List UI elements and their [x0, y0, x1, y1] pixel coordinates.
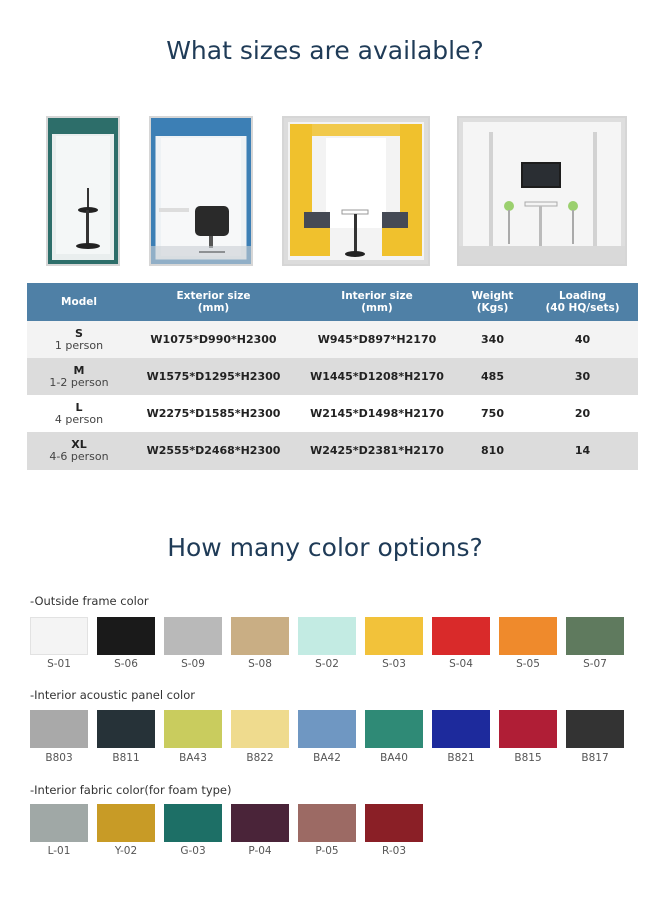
cell-exterior: W1575*D1295*H2300 — [146, 370, 281, 383]
cell-weight: 810 — [481, 444, 504, 457]
cell-interior: W2145*D1498*H2170 — [310, 407, 444, 420]
color-code-label: B811 — [112, 752, 140, 764]
color-code-label: Y-02 — [114, 845, 138, 857]
cell-model: M 1-2 person — [49, 363, 109, 389]
color-code-label: S-03 — [382, 658, 406, 670]
color-swatch-r-03 — [365, 804, 423, 842]
color-code-label: R-03 — [381, 845, 407, 857]
color-code-label: B821 — [447, 752, 475, 764]
table-row — [27, 432, 638, 470]
cell-loading: 30 — [574, 370, 591, 383]
color-swatch-ba43 — [164, 710, 222, 748]
sizes-title: What sizes are available? — [166, 36, 484, 65]
color-swatch-s-02 — [298, 617, 356, 655]
frame-color-heading: -Outside frame color — [30, 594, 149, 608]
header-loading: Loading (40 HQ/sets) — [545, 290, 620, 314]
cell-model: L 4 person — [54, 400, 104, 426]
cell-weight: 340 — [481, 333, 504, 346]
cell-loading: 40 — [574, 333, 591, 346]
color-swatch-b811 — [97, 710, 155, 748]
color-code-label: BA43 — [179, 752, 207, 764]
cell-exterior: W1075*D990*H2300 — [150, 333, 277, 346]
cell-loading: 14 — [574, 444, 591, 457]
color-swatch-ba42 — [298, 710, 356, 748]
color-code-label: P-04 — [248, 845, 272, 857]
color-swatch-b803 — [30, 710, 88, 748]
cell-model: XL 4-6 person — [49, 437, 109, 463]
table-row — [27, 395, 638, 432]
header-interior-size: Interior size (mm) — [341, 290, 413, 314]
color-code-label: P-05 — [315, 845, 339, 857]
color-code-label: BA40 — [380, 752, 408, 764]
color-swatch-s-06 — [97, 617, 155, 655]
booth-image-l — [282, 116, 430, 266]
panel-color-heading: -Interior acoustic panel color — [30, 688, 196, 702]
color-swatch-y-02 — [97, 804, 155, 842]
color-swatch-l-01 — [30, 804, 88, 842]
cell-interior: W2425*D2381*H2170 — [310, 444, 444, 457]
color-swatch-s-08 — [231, 617, 289, 655]
cell-interior: W1445*D1208*H2170 — [310, 370, 444, 383]
color-swatch-ba40 — [365, 710, 423, 748]
table-row — [27, 321, 638, 358]
color-code-label: S-04 — [449, 658, 473, 670]
color-code-label: S-06 — [114, 658, 138, 670]
color-swatch-s-07 — [566, 617, 624, 655]
booth-m-illustration — [151, 118, 251, 264]
cell-exterior: W2275*D1585*H2300 — [146, 407, 281, 420]
booth-image-s — [46, 116, 120, 266]
color-code-label: S-01 — [47, 658, 71, 670]
cell-loading: 20 — [574, 407, 591, 420]
color-swatch-b821 — [432, 710, 490, 748]
color-swatch-g-03 — [164, 804, 222, 842]
booth-image-xl — [457, 116, 627, 266]
header-exterior-size: Exterior size (mm) — [176, 290, 251, 314]
booth-l-illustration — [284, 118, 428, 264]
color-swatch-b822 — [231, 710, 289, 748]
color-code-label: S-05 — [516, 658, 540, 670]
color-code-label: B822 — [246, 752, 274, 764]
cell-exterior: W2555*D2468*H2300 — [146, 444, 281, 457]
cell-weight: 750 — [481, 407, 504, 420]
cell-weight: 485 — [481, 370, 504, 383]
color-code-label: BA42 — [313, 752, 341, 764]
color-swatch-p-05 — [298, 804, 356, 842]
color-code-label: B803 — [45, 752, 73, 764]
header-model: Model — [61, 296, 97, 308]
booth-xl-illustration — [459, 118, 625, 264]
color-code-label: S-09 — [181, 658, 205, 670]
color-swatch-s-05 — [499, 617, 557, 655]
color-code-label: L-01 — [47, 845, 71, 857]
color-swatch-s-03 — [365, 617, 423, 655]
color-code-label: B817 — [581, 752, 609, 764]
color-code-label: S-08 — [248, 658, 272, 670]
header-weight: Weight (Kgs) — [471, 290, 514, 314]
color-code-label: S-02 — [315, 658, 339, 670]
color-swatch-b815 — [499, 710, 557, 748]
color-code-label: S-07 — [583, 658, 607, 670]
size-table — [27, 283, 638, 470]
cell-model: S 1 person — [54, 326, 104, 352]
fabric-color-heading: -Interior fabric color(for foam type) — [30, 783, 232, 797]
color-code-label: G-03 — [180, 845, 206, 857]
colors-title: How many color options? — [167, 533, 483, 562]
color-code-label: B815 — [514, 752, 542, 764]
table-header — [27, 283, 638, 321]
booth-image-m — [149, 116, 253, 266]
color-swatch-p-04 — [231, 804, 289, 842]
cell-interior: W945*D897*H2170 — [317, 333, 437, 346]
color-swatch-s-01 — [30, 617, 88, 655]
color-swatch-s-04 — [432, 617, 490, 655]
color-swatch-b817 — [566, 710, 624, 748]
booth-s-illustration — [48, 118, 118, 264]
color-swatch-s-09 — [164, 617, 222, 655]
table-row — [27, 358, 638, 395]
